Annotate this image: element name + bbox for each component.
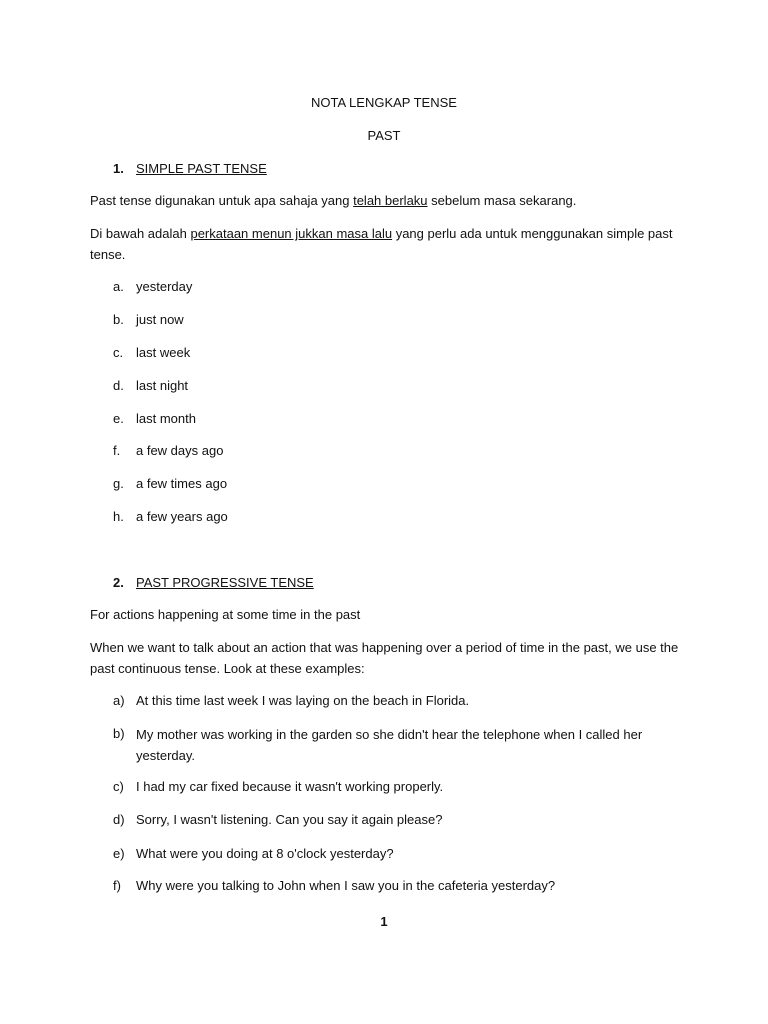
- example-item: At this time last week I was laying on the beach in Florida.: [136, 693, 470, 708]
- example-marker: b): [113, 726, 125, 741]
- example-marker: f): [113, 878, 121, 893]
- list-item: last week: [136, 345, 191, 360]
- section-1-number: 1.: [113, 161, 124, 176]
- list-item: last night: [136, 378, 189, 393]
- list-item: yesterday: [136, 279, 193, 294]
- example-item: My mother was working in the garden so she didn't hear the telephone when I called her yesterday.: [136, 727, 643, 763]
- section-2-heading: PAST PROGRESSIVE TENSE: [136, 575, 314, 590]
- example-item: What were you doing at 8 o'clock yesterday?: [136, 846, 394, 861]
- example-marker: d): [113, 812, 125, 827]
- section-2-intro: For actions happening at some time in the past: [90, 607, 361, 622]
- para-text: Past tense digunakan untuk apa sahaja yang: [90, 193, 354, 208]
- list-marker: h.: [113, 509, 124, 524]
- para-underlined-text: perkataan menun jukkan masa lalu: [190, 226, 393, 241]
- para-text: Di bawah adalah: [90, 226, 191, 241]
- section-2-paragraph: When we want to talk about an action that was happening over a period of time in the past, we use the past continuous tense. Look at these examples:: [90, 640, 679, 676]
- document-subtitle: PAST: [367, 128, 401, 143]
- section-2-number: 2.: [113, 575, 124, 590]
- example-marker: a): [113, 693, 125, 708]
- example-item: I had my car fixed because it wasn't working properly.: [136, 779, 444, 794]
- para-text: sebelum masa sekarang.: [427, 193, 577, 208]
- list-marker: f.: [113, 443, 121, 458]
- list-item: just now: [136, 312, 184, 327]
- section-1-paragraph-1: [90, 192, 576, 210]
- document-title: NOTA LENGKAP TENSE: [311, 95, 457, 110]
- para-underlined-text: telah berlaku: [353, 193, 428, 208]
- example-marker: c): [113, 779, 124, 794]
- page-number: 1: [380, 914, 388, 929]
- list-marker: e.: [113, 411, 124, 426]
- list-item: a few days ago: [136, 443, 224, 458]
- para-text: yang perlu ada untuk menggunakan simple past tense.: [90, 226, 673, 262]
- list-marker: c.: [113, 345, 124, 360]
- list-marker: b.: [113, 312, 124, 327]
- list-item: a few times ago: [136, 476, 228, 491]
- list-marker: d.: [113, 378, 124, 393]
- section-1-heading: SIMPLE PAST TENSE: [136, 161, 267, 176]
- list-item: a few years ago: [136, 509, 228, 524]
- list-marker: a.: [113, 279, 124, 294]
- example-marker: e): [113, 846, 125, 861]
- list-item: last month: [136, 411, 196, 426]
- example-item: Why were you talking to John when I saw you in the cafeteria yesterday?: [136, 878, 556, 893]
- section-1-paragraph-2: [90, 223, 680, 265]
- example-item: Sorry, I wasn't listening. Can you say it again please?: [136, 812, 443, 827]
- list-marker: g.: [113, 476, 124, 491]
